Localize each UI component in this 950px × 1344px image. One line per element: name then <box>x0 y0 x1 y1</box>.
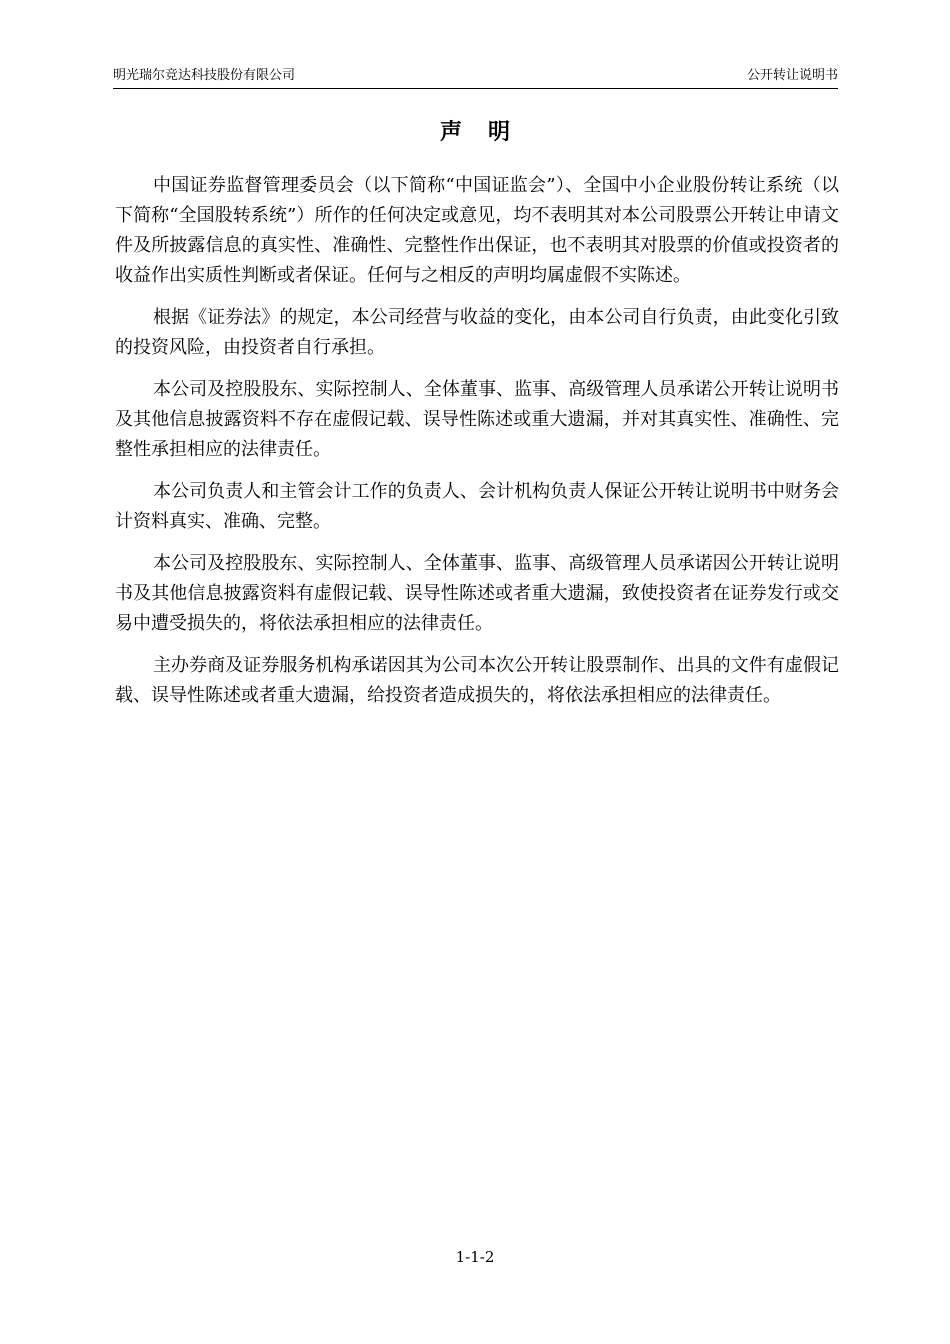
page-header <box>113 66 838 89</box>
page-number: 1-1-2 <box>455 1248 495 1266</box>
header-document-type: 公开转让说明书 <box>746 68 838 83</box>
header-company-name: 明光瑞尔竞达科技股份有限公司 <box>113 68 296 83</box>
declaration-body <box>115 171 839 723</box>
paragraph-liability-commitment: 本公司及控股股东、实际控制人、全体董事、监事、高级管理人员承诺因公开转让说明书及其他信息披露资料有虚假记载、误导性陈述或者重大遗漏，致使投资者在证券发行或交易中遭受损失的，将依法承担相应的法律责任。 <box>115 553 839 634</box>
paragraph-financial-guarantee: 本公司负责人和主管会计工作的负责人、会计机构负责人保证公开转让说明书中财务会计资料真实、准确、完整。 <box>115 481 839 532</box>
page-title: 声明 <box>439 119 536 145</box>
paragraph-regulator-disclaimer: 中国证券监督管理委员会（以下简称“中国证监会”）、全国中小企业股份转让系统（以下简称“全国股转系统”）所作的任何决定或意见，均不表明其对本公司股票公开转让申请文件及所披露信息的真实性、准确性、完整性作出保证，也不表明其对股票的价值或投资者的收益作出实质性判断或者保证。任何与之相反的声明均属虚假不实陈述。 <box>115 175 839 286</box>
paragraph-disclosure-commitment: 本公司及控股股东、实际控制人、全体董事、监事、高级管理人员承诺公开转让说明书及其他信息披露资料不存在虚假记载、误导性陈述或重大遗漏，并对其真实性、准确性、完整性承担相应的法律责任。 <box>115 379 839 460</box>
paragraph-investment-risk: 根据《证券法》的规定，本公司经营与收益的变化，由本公司自行负责，由此变化引致的投资风险，由投资者自行承担。 <box>115 307 839 358</box>
paragraph-broker-commitment: 主办券商及证券服务机构承诺因其为公司本次公开转让股票制作、出具的文件有虚假记载、误导性陈述或者重大遗漏，给投资者造成损失的，将依法承担相应的法律责任。 <box>115 655 839 706</box>
